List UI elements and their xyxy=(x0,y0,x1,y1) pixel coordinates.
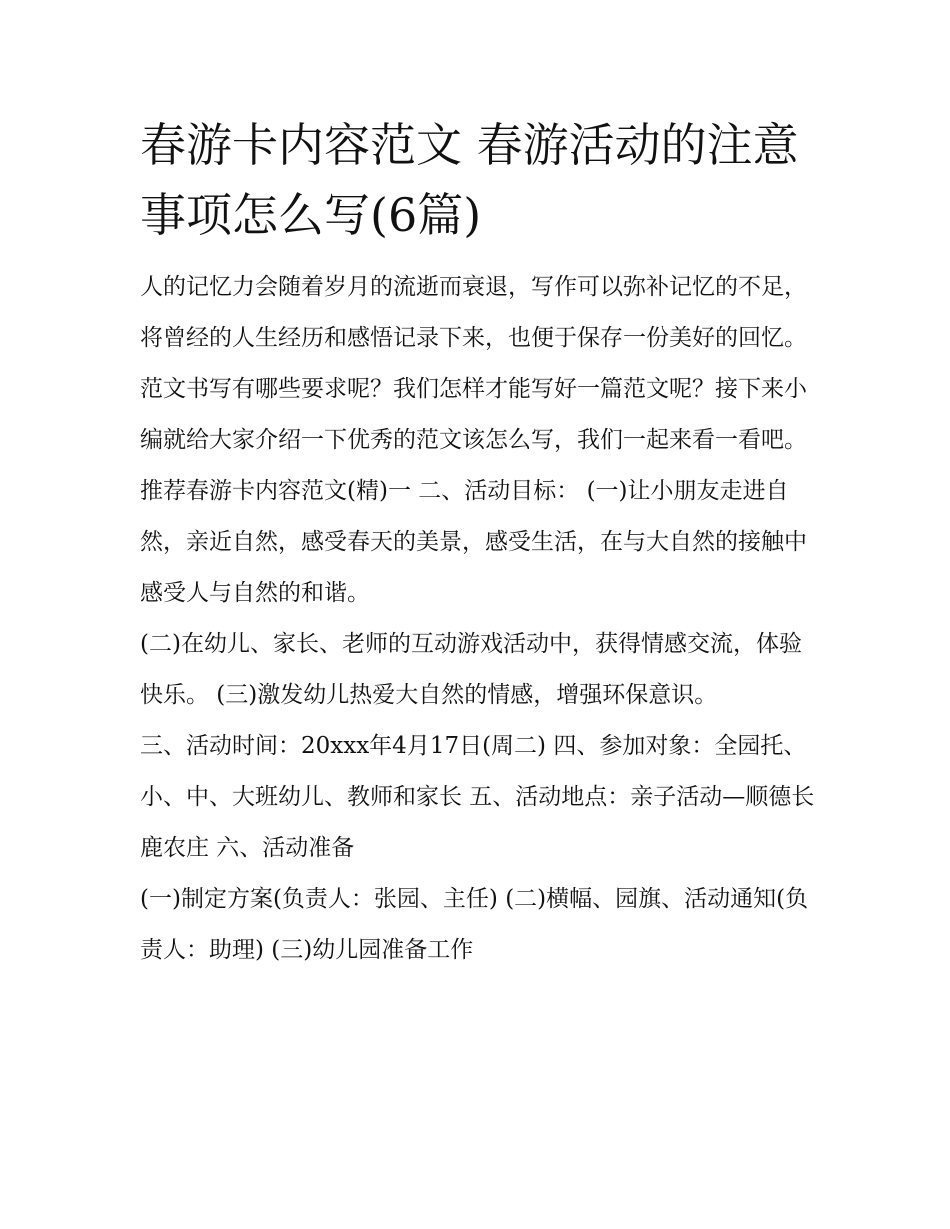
document-page xyxy=(140,110,820,976)
activity-goals-continued-paragraph: (二)在幼儿、家长、老师的互动游戏活动中，获得情感交流，体验快乐。 (三)激发幼儿热爱大自然的情感，增强环保意识。 xyxy=(140,631,802,708)
activity-details-paragraph: 三、活动时间：20xxx年4月17日(周二) 四、参加对象：全园托、小、中、大班幼儿、教师和家长 五、活动地点：亲子活动—顺德长鹿农庄 六、活动准备 xyxy=(140,733,815,861)
document-title: 春游卡内容范文 春游活动的注意事项怎么写(6篇) xyxy=(140,118,799,242)
preparation-paragraph: (一)制定方案(负责人：张园、主任) (二)横幅、园旗、活动通知(负责人：助理) (三)幼儿园准备工作 xyxy=(140,886,809,963)
activity-goals-paragraph: 推荐春游卡内容范文(精)一 二、活动目标： (一)让小朋友走进自然，亲近自然，感受春天的美景，感受生活，在与大自然的接触中感受人与自然的和谐。 xyxy=(140,478,807,606)
intro-paragraph: 人的记忆力会随着岁月的流逝而衰退，写作可以弥补记忆的不足，将曾经的人生经历和感悟记录下来，也便于保存一份美好的回忆。范文书写有哪些要求呢？我们怎样才能写好一篇范文呢？接下来小编就给大家介绍一下优秀的范文该怎么写，我们一起来看一看吧。 xyxy=(140,274,807,453)
